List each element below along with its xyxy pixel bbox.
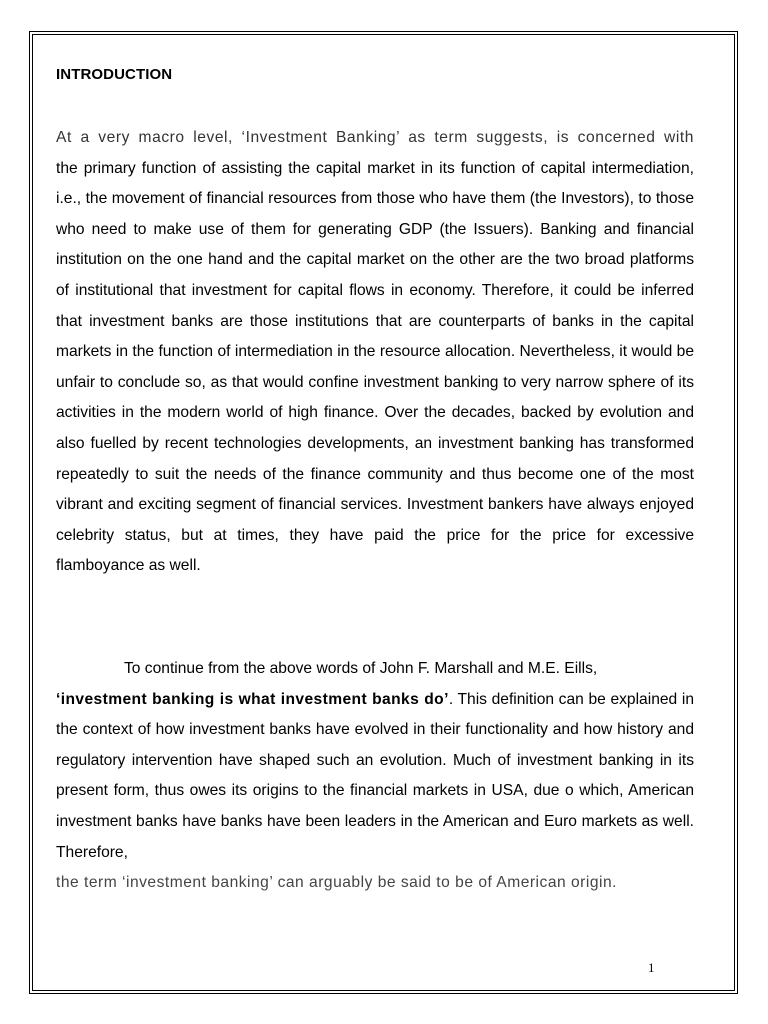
paragraph-1-body: the primary function of assisting the capital market in its function of capital intermediation, i.e., the movement of financial resources from those who have them (the Investors), to those who need to make use of them for generating GDP (the Issuers). Banking and financial institution on the one hand and the capital market on the other are the two broad platforms of institutional that investment for capital flows in economy. Therefore, it could be inferred that investment banks are those institutions that are counterparts of banks in the capital markets in the function of intermediation in the resource allocation. Nevertheless, it would be unfair to conclude so, as that would confine investment banking to very narrow sphere of its activities in the modern world of high finance. Over the decades, backed by evolution and also fuelled by recent technologies developments, an investment banking has transformed repeatedly to suit the needs of the finance community and thus become one of the most vibrant and exciting segment of financial services. Investment bankers have always enjoyed celebrity status, but at times, they have paid the price for the price for excessive flamboyance as well. <box>56 159 694 575</box>
paragraph-2-body: . This definition can be explained in the context of how investment banks have evolved in their functionality and how history and regulatory intervention have shaped such an evolution. Much of investment banking in its present form, thus owes its origins to the financial markets in USA, due o which, American investment banks have banks have been leaders in the American and Euro markets as well. Therefore, <box>56 690 694 861</box>
paragraph-2 <box>56 654 694 899</box>
paragraph-1 <box>56 123 694 582</box>
paragraph-2-intro: To continue from the above words of John F. Marshall and M.E. Eills, <box>124 660 598 677</box>
paragraph-2-last-line: the term ‘investment banking’ can arguably be said to be of American origin. <box>56 874 617 892</box>
section-heading: INTRODUCTION <box>56 66 173 83</box>
paragraph-1-first-line: At a very macro level, ‘Investment Banking’ as term suggests, is concerned with <box>56 129 694 146</box>
definition-quote: ‘investment banking is what investment banks do’ <box>56 690 449 708</box>
page-number: 1 <box>648 960 655 975</box>
